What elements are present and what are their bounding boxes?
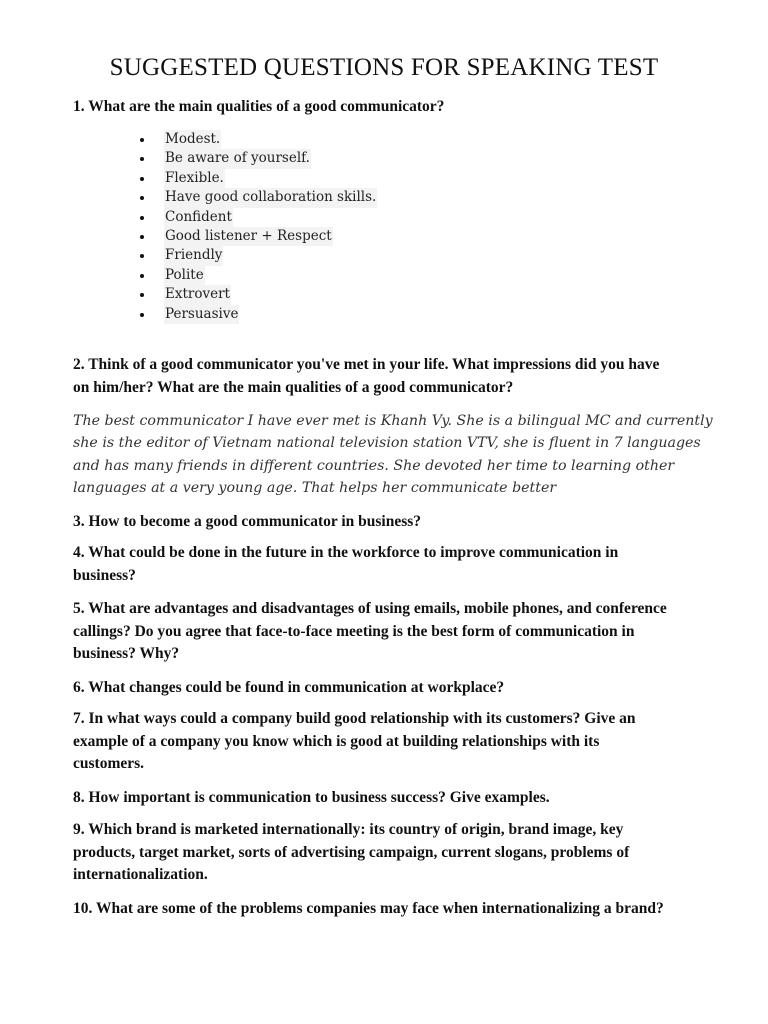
question-2: 2. Think of a good communicator you've met in your life. What impressions did you have on him/her? What are the main qualities of a good communicator? [73, 356, 660, 396]
question-5: 5. What are advantages and disadvantages of using emails, mobile phones, and conference callings? Do you agree that face-to-face meeting is the best form of communication in business? Why? [73, 600, 667, 662]
question-3: 3. How to become a good communicator in business? [73, 513, 422, 530]
bullet-icon [140, 177, 144, 181]
question-8: 8. How important is communication to business success? Give examples. [73, 789, 550, 806]
bullet-icon [140, 157, 144, 161]
question-9: 9. Which brand is marketed internationally: its country of origin, brand image, key products, target market, sorts of advertising campaign, current slogans, problems of internationalization. [73, 821, 630, 883]
question-2-answer: The best communicator I have ever met is Khanh Vy. She is a bilingual MC and currently she is the editor of Vietnam national television station VTV, she is fluent in 7 languages and has many friends in different countries. She devoted her time to learning other languages at a very young age. That helps her communicate better [73, 413, 713, 497]
document-page: SUGGESTED QUESTIONS FOR SPEAKING TEST 1. What are the main qualities of a good communicator? Modest. Be aware of yourself. Flexible. Have good collaboration skills. Confident Good listener + Respect Friendly Polite Extrovert Persuasive 2. Think of a good communicator you've met in your life. What impressions did you have on him/her? What are the main qualities of a good communicator? The best communicator I have ever met is Khanh Vy. She is a bilingual MC and currently she is the editor of Vietnam national television station VTV, she is fluent in 7 languages and has many friends in different countries. She devoted her time to learning other languages at a very young age. That helps her communicate better 3. How to become a good communicator in business? 4. What could be done in the future in the workforce to improve communication in business? 5. What are advantages and disadvantages of using emails, mobile phones, and conference callings? Do you agree that face-to-face meeting is the best form of communication in business? Why? 6. What changes could be found in communication at workplace? 7. In what ways could a company build good relationship with its customers? Give an example of a company you know which is good at building relationships with its customers. 8. How important is communication to business success? Give examples. 9. Which brand is marketed internationally: its country of origin, brand image, key products, target market, sorts of advertising campaign, current slogans, problems of internationalization. 10. What are some of the problems companies may face when internationalizing a brand? [0, 0, 768, 1024]
question-7: 7. In what ways could a company build good relationship with its customers? Give an example of a company you know which is good at building relationships with its customers. [73, 710, 636, 772]
bullet-icon [140, 313, 144, 317]
bullet-icon [140, 274, 144, 278]
bullet-icon [140, 293, 144, 297]
bullet-icon [140, 216, 144, 220]
bullet-icon [140, 196, 144, 200]
question-4: 4. What could be done in the future in the workforce to improve communication in business? [73, 544, 619, 584]
bullet-icon [140, 254, 144, 258]
bullet-icon [140, 235, 144, 239]
question-6: 6. What changes could be found in communication at workplace? [73, 679, 505, 696]
document-title: SUGGESTED QUESTIONS FOR SPEAKING TEST [109, 54, 659, 81]
bullet-icon [140, 138, 144, 142]
question-10: 10. What are some of the problems companies may face when internationalizing a brand? [73, 900, 664, 917]
question-1: 1. What are the main qualities of a good communicator? [73, 98, 445, 115]
